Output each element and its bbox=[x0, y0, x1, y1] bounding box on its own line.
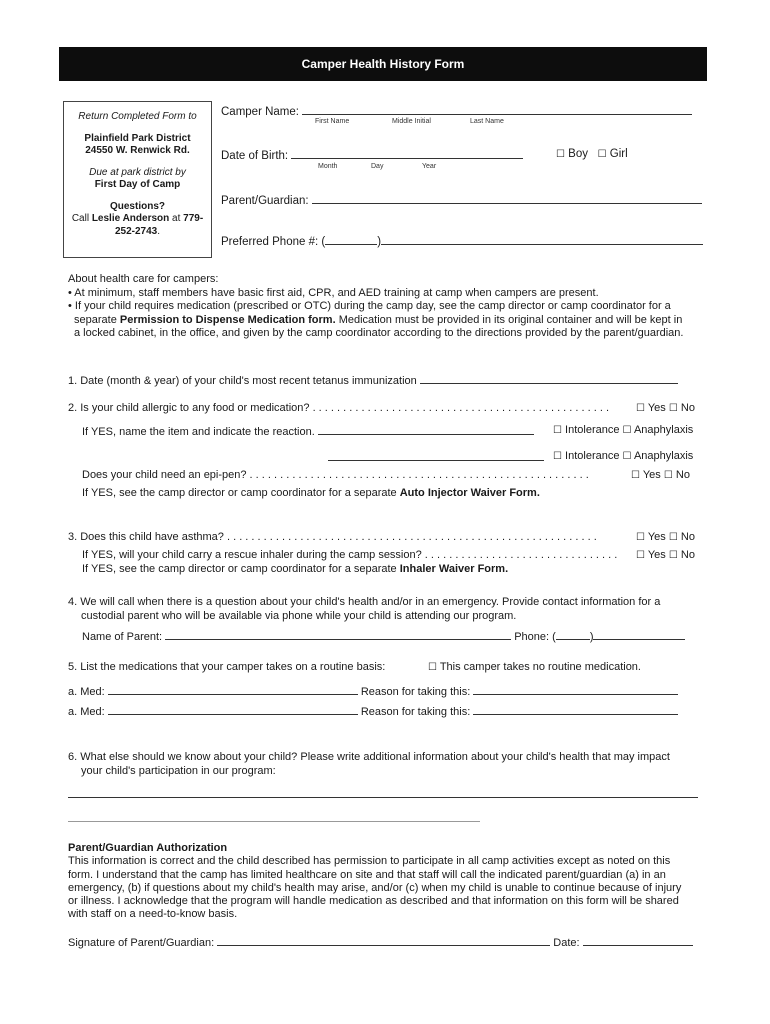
form-title: Camper Health History Form bbox=[301, 57, 465, 71]
reason-input-2[interactable] bbox=[473, 704, 678, 715]
day-caption: Day bbox=[371, 163, 384, 170]
gender-options bbox=[556, 148, 628, 160]
signature-label: Signature of Parent/Guardian: bbox=[68, 937, 215, 949]
q6-answer-input-1[interactable] bbox=[68, 787, 698, 798]
epipen-text: Does your child need an epi-pen? . . . . . . . . . . . . . . . . . . . . . . . . . . . . . . . . . . . . . . . . . . . . . . . . . . . . . . . . bbox=[82, 469, 589, 481]
q2-yes-no: ☐ Yes ☐ No bbox=[636, 402, 695, 414]
no-medication-option bbox=[428, 661, 641, 673]
q5-text: 5. List the medications that your camper takes on a routine basis: bbox=[68, 661, 386, 673]
med-row-2: a. Med: Reason for taking this: bbox=[68, 704, 678, 718]
org-address: 24550 W. Renwick Rd. bbox=[85, 145, 190, 156]
med-row-1: a. Med: Reason for taking this: bbox=[68, 684, 678, 698]
q2-yes-checkbox[interactable]: ☐ bbox=[636, 403, 645, 414]
call-line2: 252-2743. bbox=[114, 225, 161, 237]
q2-text: 2. Is your child allergic to any food or medication? . . . . . . . . . . . . . . . . . . . . . . . . . . . . . . . . . . . . . . . . . . . . . . . . . bbox=[68, 402, 610, 414]
auto-injector-form-name: Auto Injector Waiver Form. bbox=[399, 487, 540, 499]
q3-yes-no: ☐ Yes ☐ No bbox=[636, 531, 695, 543]
signature-row bbox=[68, 935, 693, 949]
parent-area-code-input[interactable] bbox=[556, 629, 590, 640]
guardian-label: Parent/Guardian: bbox=[221, 195, 309, 207]
last-name-caption: Last Name bbox=[470, 118, 504, 125]
phone-label: Preferred Phone #: ( bbox=[221, 236, 326, 248]
due-line1: Due at park district by bbox=[89, 166, 186, 178]
intro-heading: About health care for campers: bbox=[68, 273, 219, 285]
reason-input-1[interactable] bbox=[473, 684, 678, 695]
month-caption: Month bbox=[318, 163, 338, 170]
preferred-phone-row: Preferred Phone #: ( ) bbox=[221, 234, 703, 248]
q2-reaction-row bbox=[82, 424, 534, 438]
q3-text: 3. Does this child have asthma? . . . . . . . . . . . . . . . . . . . . . . . . . . . . . . . . . . . . . . . . . . . . . . . . . . . . . . . . . . . . . bbox=[68, 531, 597, 543]
intro-bullet-2a: • If your child requires medication (prescribed or OTC) during the camp day, see the camp director or camp coordinator for a bbox=[68, 300, 671, 312]
parent-phone-label: Phone: ( bbox=[514, 631, 556, 643]
authorization-line4: or illness. I acknowledge that the program will handle medication as described and that information on this form will be shared bbox=[68, 895, 679, 908]
guardian-input[interactable] bbox=[312, 193, 702, 204]
middle-initial-caption: Middle Initial bbox=[392, 118, 431, 125]
parent-name-input[interactable] bbox=[165, 629, 511, 640]
epipen-yes-checkbox[interactable]: ☐ bbox=[631, 470, 640, 481]
q6-text bbox=[68, 751, 708, 778]
guardian-row bbox=[221, 193, 702, 207]
authorization-line2: form. I understand that the camp has limited healthcare on site and that staff will call the indicated parent/guardian (a) in an bbox=[68, 868, 666, 881]
intro-bullet-2c: a locked cabinet, in the office, and given by the camp coordinator according to the directions provided by the parent/guardian. bbox=[74, 327, 684, 339]
med-input-2[interactable] bbox=[108, 704, 358, 715]
authorization-heading: Parent/Guardian Authorization bbox=[68, 842, 228, 854]
inhaler-waiver-note: If YES, see the camp director or camp coordinator for a separate Inhaler Waiver Form. bbox=[82, 563, 509, 575]
boy-label: Boy bbox=[568, 148, 588, 160]
first-name-caption: First Name bbox=[315, 118, 350, 125]
boy-checkbox[interactable]: ☐ bbox=[556, 149, 565, 160]
q1-row bbox=[68, 373, 678, 387]
authorization-line3: emergency, (b) if questions about my child's health may arise, and/or (c) when my child is unable to continue because of injury bbox=[68, 881, 682, 894]
dob-row bbox=[221, 148, 523, 162]
contact-phone-part1: 779- bbox=[183, 213, 204, 224]
reaction-options-2: ☐ Intolerance ☐ Anaphylaxis bbox=[553, 450, 694, 462]
med-input-1[interactable] bbox=[108, 684, 358, 695]
authorization-line1: This information is correct and the child described has permission to participate in all camp activities except as noted on this bbox=[68, 855, 671, 868]
intolerance-checkbox-2[interactable]: ☐ bbox=[553, 451, 562, 462]
reaction-options-1: ☐ Intolerance ☐ Anaphylaxis bbox=[553, 424, 694, 436]
asthma-yes-checkbox[interactable]: ☐ bbox=[636, 532, 645, 543]
intro-bullet-1: • At minimum, staff members have basic first aid, CPR, and AED training at camp when campers are present. bbox=[68, 286, 599, 299]
camper-name-input[interactable] bbox=[302, 104, 692, 115]
asthma-no-checkbox[interactable]: ☐ bbox=[668, 532, 678, 543]
date-label: Date: bbox=[553, 937, 580, 949]
no-medication-checkbox[interactable]: ☐ bbox=[428, 662, 437, 673]
return-label: Return Completed Form to bbox=[78, 111, 197, 122]
girl-label: Girl bbox=[609, 148, 628, 160]
q4-text bbox=[68, 596, 708, 623]
q1-text: 1. Date (month & year) of your child's most recent tetanus immunization bbox=[68, 375, 417, 387]
q6-line2: your child's participation in our program: bbox=[81, 764, 276, 777]
parent-phone-input[interactable] bbox=[593, 629, 685, 640]
intro-bullet-2b: separate Permission to Dispense Medication form. Medication must be provided in its original container and will be kept in bbox=[74, 313, 683, 326]
camper-name-row bbox=[221, 104, 692, 118]
q6-answer-input-2[interactable] bbox=[68, 811, 480, 822]
signature-input[interactable] bbox=[217, 935, 550, 946]
due-line2: First Day of Camp bbox=[94, 179, 181, 190]
date-input[interactable] bbox=[583, 935, 693, 946]
return-info-box bbox=[63, 101, 212, 258]
dob-input[interactable] bbox=[291, 148, 523, 159]
girl-checkbox[interactable]: ☐ bbox=[597, 149, 607, 160]
inhaler-no-checkbox[interactable]: ☐ bbox=[668, 550, 678, 561]
authorization-section bbox=[68, 842, 708, 922]
inhaler-yes-no: ☐ Yes ☐ No bbox=[636, 549, 695, 561]
allergy-item-input-2[interactable] bbox=[328, 450, 544, 461]
area-code-input[interactable] bbox=[325, 234, 377, 245]
q6-answer-line-2 bbox=[68, 811, 480, 825]
form-title-bar bbox=[59, 47, 707, 81]
inhaler-yes-checkbox[interactable]: ☐ bbox=[636, 550, 645, 561]
q6-answer-line-1 bbox=[68, 787, 698, 801]
anaphylaxis-checkbox-1[interactable]: ☐ bbox=[622, 425, 632, 436]
dispense-form-name: Permission to Dispense Medication form. bbox=[119, 313, 336, 326]
q4-line1: 4. We will call when there is a question about your child's health and/or in an emergency. Provide contact information for a bbox=[68, 596, 661, 608]
questions-label: Questions? bbox=[109, 200, 165, 212]
allergy-item-input-1[interactable] bbox=[318, 424, 534, 435]
inhaler-waiver-form-name: Inhaler Waiver Form. bbox=[399, 563, 509, 575]
allergy-item-row-2 bbox=[328, 450, 544, 464]
inhaler-text: If YES, will your child carry a rescue inhaler during the camp session? . . . . . . . . . . . . . . . . . . . . . . . . . . . . . . . . bbox=[82, 549, 618, 561]
q4-line2: custodial parent who will be available via phone while your child is attending our program. bbox=[81, 609, 517, 622]
parent-name-label: Name of Parent: bbox=[82, 631, 163, 643]
q6-line1: 6. What else should we know about your child? Please write additional information about your child's health that may impact bbox=[68, 751, 670, 763]
epipen-no-checkbox[interactable]: ☐ bbox=[663, 470, 673, 481]
intro-section bbox=[68, 273, 708, 341]
camper-name-label: Camper Name: bbox=[221, 106, 299, 118]
epipen-yes-no: ☐ Yes ☐ No bbox=[631, 469, 690, 481]
no-medication-label: This camper takes no routine medication. bbox=[439, 661, 641, 673]
call-line: Call Leslie Anderson at 779- bbox=[71, 213, 204, 224]
phone-input[interactable] bbox=[381, 234, 703, 245]
parent-contact-row: Name of Parent: Phone: ( ) bbox=[82, 629, 685, 643]
auto-injector-note: If YES, see the camp director or camp coordinator for a separate Auto Injector Waiver Form. bbox=[82, 487, 540, 499]
org-name: Plainfield Park District bbox=[84, 132, 191, 144]
anaphylaxis-checkbox-2[interactable]: ☐ bbox=[622, 451, 632, 462]
year-caption: Year bbox=[422, 163, 437, 170]
authorization-line5: with staff on a need-to-know basis. bbox=[68, 908, 238, 921]
dob-label: Date of Birth: bbox=[221, 150, 289, 162]
contact-name: Leslie Anderson bbox=[91, 213, 170, 224]
tetanus-date-input[interactable] bbox=[420, 373, 678, 384]
intolerance-checkbox-1[interactable]: ☐ bbox=[553, 425, 562, 436]
contact-phone-part2: 252-2743 bbox=[114, 225, 158, 237]
q2-if-yes: If YES, name the item and indicate the reaction. bbox=[82, 426, 315, 438]
q2-no-checkbox[interactable]: ☐ bbox=[668, 403, 678, 414]
